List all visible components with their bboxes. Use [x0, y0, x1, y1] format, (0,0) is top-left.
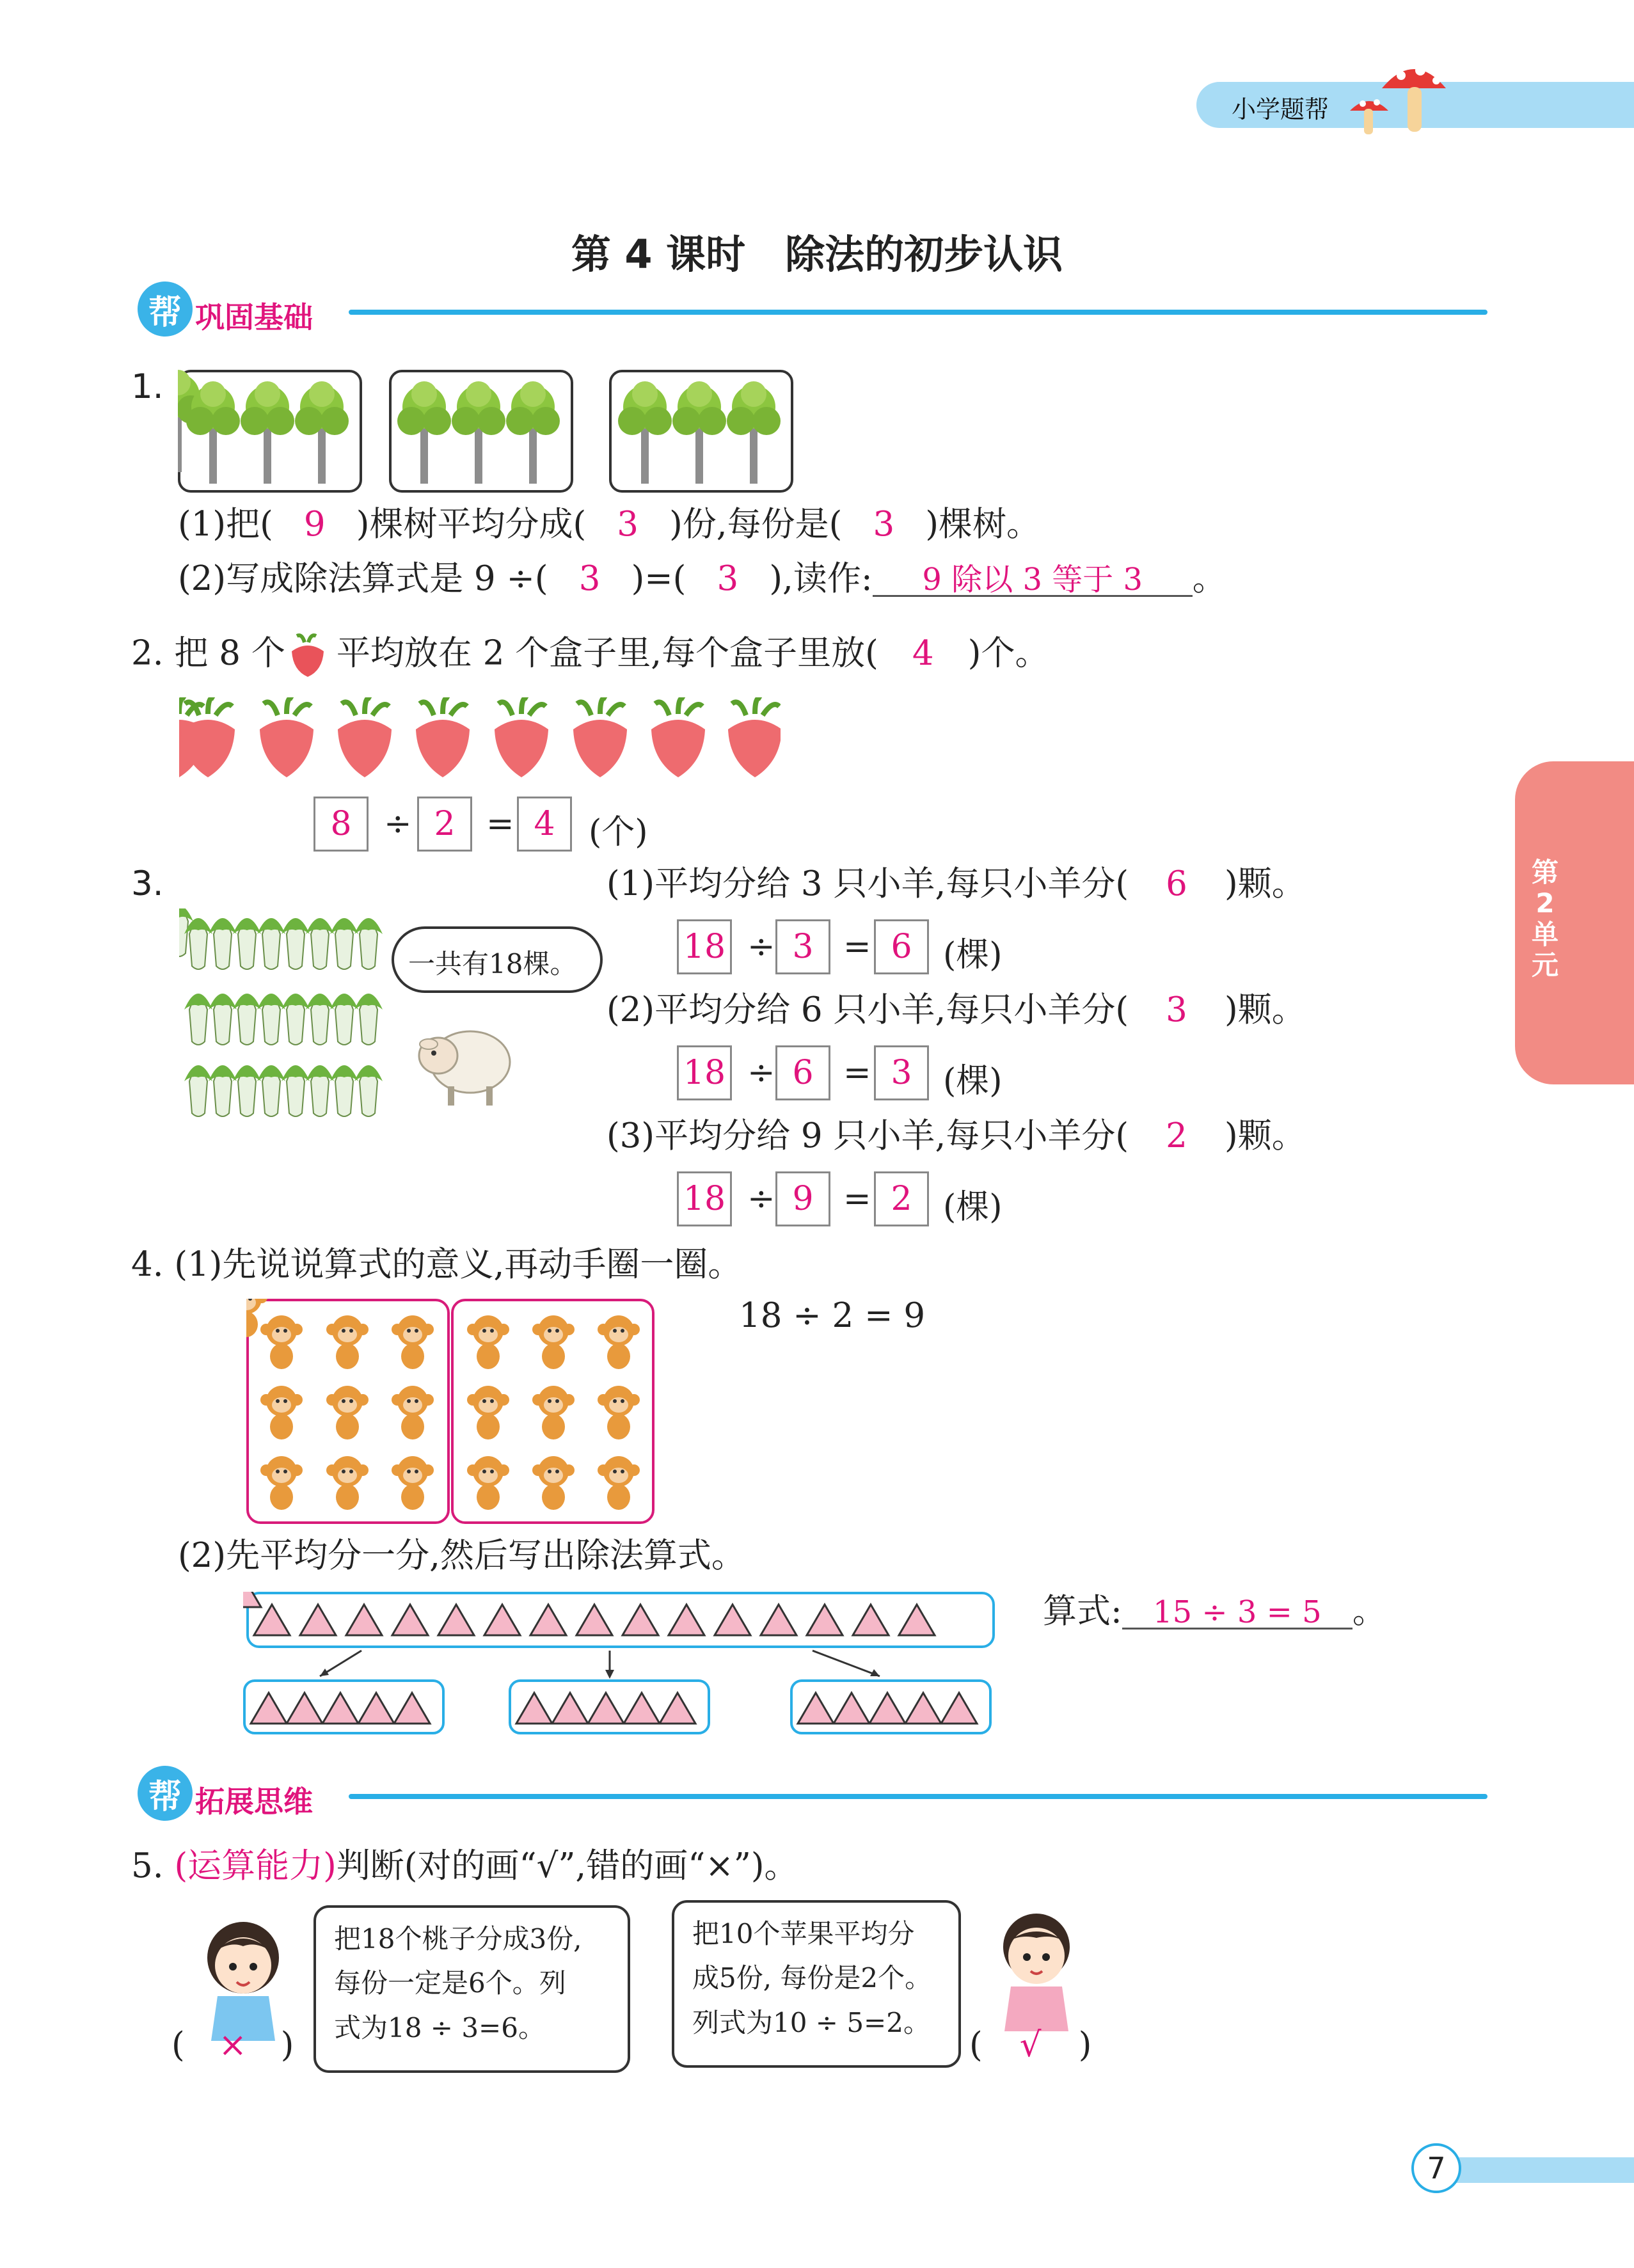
q1-p1-answer-3[interactable]: 3	[873, 505, 895, 544]
q3-part1-text	[607, 864, 1306, 903]
cabbage-group-icon	[179, 908, 397, 1126]
q4-formula	[1043, 1594, 1386, 1630]
q3-p2-unit: (棵)	[943, 1062, 1003, 1100]
q3-p1-box-c[interactable]: 6	[874, 919, 929, 974]
q3-speech-bubble	[392, 926, 603, 993]
mushroom-icon	[1344, 56, 1459, 146]
q3-p3-box-b[interactable]: 9	[775, 1171, 830, 1226]
q2-text-a: 2. 把 8 个	[131, 633, 285, 673]
q1-part1	[178, 505, 1041, 544]
q2-op-divide: ÷	[384, 805, 412, 843]
q3-p1-answer[interactable]: 6	[1166, 864, 1187, 903]
q4-formula-answer[interactable]: 15 ÷ 3 = 5	[1122, 1597, 1352, 1630]
q5-left-open: (	[171, 2026, 185, 2065]
q1-p2-text-c: ),读作:	[769, 559, 873, 598]
q2-op-equals: =	[486, 805, 514, 843]
q3-p1-box-a[interactable]: 18	[677, 919, 732, 974]
q4-equation: 18 ÷ 2 = 9	[739, 1296, 926, 1335]
q1-number: 1.	[131, 367, 164, 406]
q2-box-b[interactable]: 2	[417, 797, 472, 852]
q1-p1-text-a: (1)把(	[178, 505, 273, 544]
q1-p1-text-d: )棵树。	[925, 505, 1041, 544]
q5-right-line-3: 列式为10 ÷ 5=2。	[692, 2006, 930, 2038]
q3-p3-end: )颗。	[1225, 1116, 1306, 1155]
q1-p1-text-c: )份,每份是(	[669, 505, 843, 544]
sheep-icon	[409, 1011, 518, 1113]
girl-icon	[186, 1913, 301, 2041]
q5-right-answer[interactable]: √	[1019, 2026, 1042, 2065]
q3-p1-unit: (棵)	[943, 936, 1003, 974]
tab-number: 2	[1535, 887, 1555, 919]
boy-icon	[982, 1903, 1091, 2031]
q3-p3-box-a[interactable]: 18	[677, 1171, 732, 1226]
q3-p2-answer[interactable]: 3	[1166, 990, 1187, 1029]
q3-p3-op-equals: =	[843, 1180, 871, 1218]
q5-left-line-2: 每份一定是6个。列	[334, 1967, 566, 1999]
q5-left-judgement	[171, 2026, 294, 2065]
q3-speech-text: 一共有18棵。	[408, 948, 577, 979]
q2-box-a[interactable]: 8	[313, 797, 369, 852]
q3-part2-text	[607, 990, 1306, 1029]
q3-p2-end: )颗。	[1225, 990, 1306, 1029]
section-divider	[349, 1794, 1487, 1799]
q1-part2	[178, 559, 1226, 598]
q3-p3-op-divide: ÷	[747, 1180, 775, 1218]
q1-p2-answer-2[interactable]: 3	[717, 559, 739, 598]
q3-p3-question: (3)平均分给 9 只小羊,每只小羊分(	[607, 1116, 1129, 1155]
q2-answer[interactable]: 4	[912, 633, 934, 673]
q5-right-bubble	[672, 1900, 961, 2068]
q3-p3-answer[interactable]: 2	[1166, 1116, 1187, 1155]
q4-part1-text: 4. (1)先说说算式的意义,再动手圈一圈。	[131, 1245, 742, 1284]
tree-icons	[178, 370, 793, 493]
q5-right-open: (	[969, 2026, 983, 2065]
q5-left-answer[interactable]: ×	[218, 2026, 247, 2065]
tab-line-1: 第	[1531, 857, 1559, 888]
q5-left-line-3: 式为18 ÷ 3=6。	[334, 2011, 545, 2043]
q5-right-line-1: 把10个苹果平均分	[692, 1918, 915, 1949]
q2-text-c: )个。	[967, 633, 1049, 673]
q3-p1-end: )颗。	[1225, 864, 1306, 903]
q3-p2-box-a[interactable]: 18	[677, 1045, 732, 1100]
q5-right-close: )	[1078, 2026, 1092, 2065]
q2-unit: (个)	[589, 813, 648, 852]
q3-p2-question: (2)平均分给 6 只小羊,每只小羊分(	[607, 990, 1129, 1029]
tab-line-3: 元	[1531, 949, 1559, 981]
q1-p1-answer-2[interactable]: 3	[617, 505, 639, 544]
monkey-icons	[246, 1299, 656, 1524]
q2-text-b: 平均放在 2 个盒子里,每个盒子里放(	[336, 633, 878, 673]
q5-left-line-1: 把18个桃子分成3份,	[334, 1923, 582, 1955]
radish-row-icon	[179, 697, 781, 787]
q4-formula-end: 。	[1352, 1592, 1386, 1631]
q1-p1-answer-1[interactable]: 9	[303, 505, 326, 544]
q5-right-line-2: 成5份, 每份是2个。	[692, 1962, 932, 1994]
q4-formula-label: 算式:	[1043, 1592, 1122, 1631]
unit-side-tab-text	[1519, 857, 1571, 981]
section-divider	[349, 310, 1487, 315]
section-badge: 帮	[138, 1766, 193, 1821]
section-badge: 帮	[138, 282, 193, 337]
footer-bar	[1440, 2157, 1634, 2183]
q3-p2-op-divide: ÷	[747, 1054, 775, 1092]
q3-part3-text	[607, 1116, 1306, 1155]
q1-p2-text-a: (2)写成除法算式是 9 ÷(	[178, 559, 548, 598]
q5-right-judgement	[969, 2026, 1092, 2065]
q4-part2-text: (2)先平均分一分,然后写出除法算式。	[178, 1536, 745, 1575]
q3-p1-question: (1)平均分给 3 只小羊,每只小羊分(	[607, 864, 1129, 903]
header-brand: 小学题帮	[1232, 95, 1329, 123]
q3-number: 3.	[131, 864, 164, 903]
tab-line-2: 单	[1531, 918, 1559, 950]
q1-reading-answer[interactable]: 9 除以 3 等于 3	[873, 564, 1193, 597]
q3-p3-box-c[interactable]: 2	[874, 1171, 929, 1226]
q3-p1-box-b[interactable]: 3	[775, 919, 830, 974]
q3-p3-unit: (棵)	[943, 1188, 1003, 1226]
lesson-title: 第 4 课时 除法的初步认识	[571, 231, 1063, 278]
q5-number: 5.	[131, 1846, 164, 1885]
q5-question	[131, 1846, 798, 1885]
page-number: 7	[1411, 2143, 1461, 2193]
q1-p2-text-b: )=(	[631, 559, 686, 598]
q3-p2-op-equals: =	[843, 1054, 871, 1092]
q1-p2-answer-1[interactable]: 3	[578, 559, 601, 598]
q2-question	[131, 633, 1049, 678]
triangle-icons	[243, 1592, 998, 1739]
q2-box-c[interactable]: 4	[517, 797, 572, 852]
q5-text: 判断(对的画“√”,错的画“×”)。	[336, 1846, 798, 1885]
q3-p1-op-divide: ÷	[747, 928, 775, 966]
q5-ability-tag: (运算能力)	[174, 1846, 337, 1885]
q1-p1-text-b: )棵树平均分成(	[356, 505, 587, 544]
q5-left-bubble	[313, 1905, 630, 2073]
q3-p2-box-c[interactable]: 3	[874, 1045, 929, 1100]
radish-inline-icon	[285, 633, 337, 678]
q5-left-close: )	[280, 2026, 294, 2065]
q1-p2-text-d: 。	[1192, 559, 1226, 598]
section-title-extend: 拓展思维	[195, 1784, 313, 1819]
q3-p1-op-equals: =	[843, 928, 871, 966]
q3-p2-box-b[interactable]: 6	[775, 1045, 830, 1100]
section-title-basic: 巩固基础	[195, 300, 313, 335]
